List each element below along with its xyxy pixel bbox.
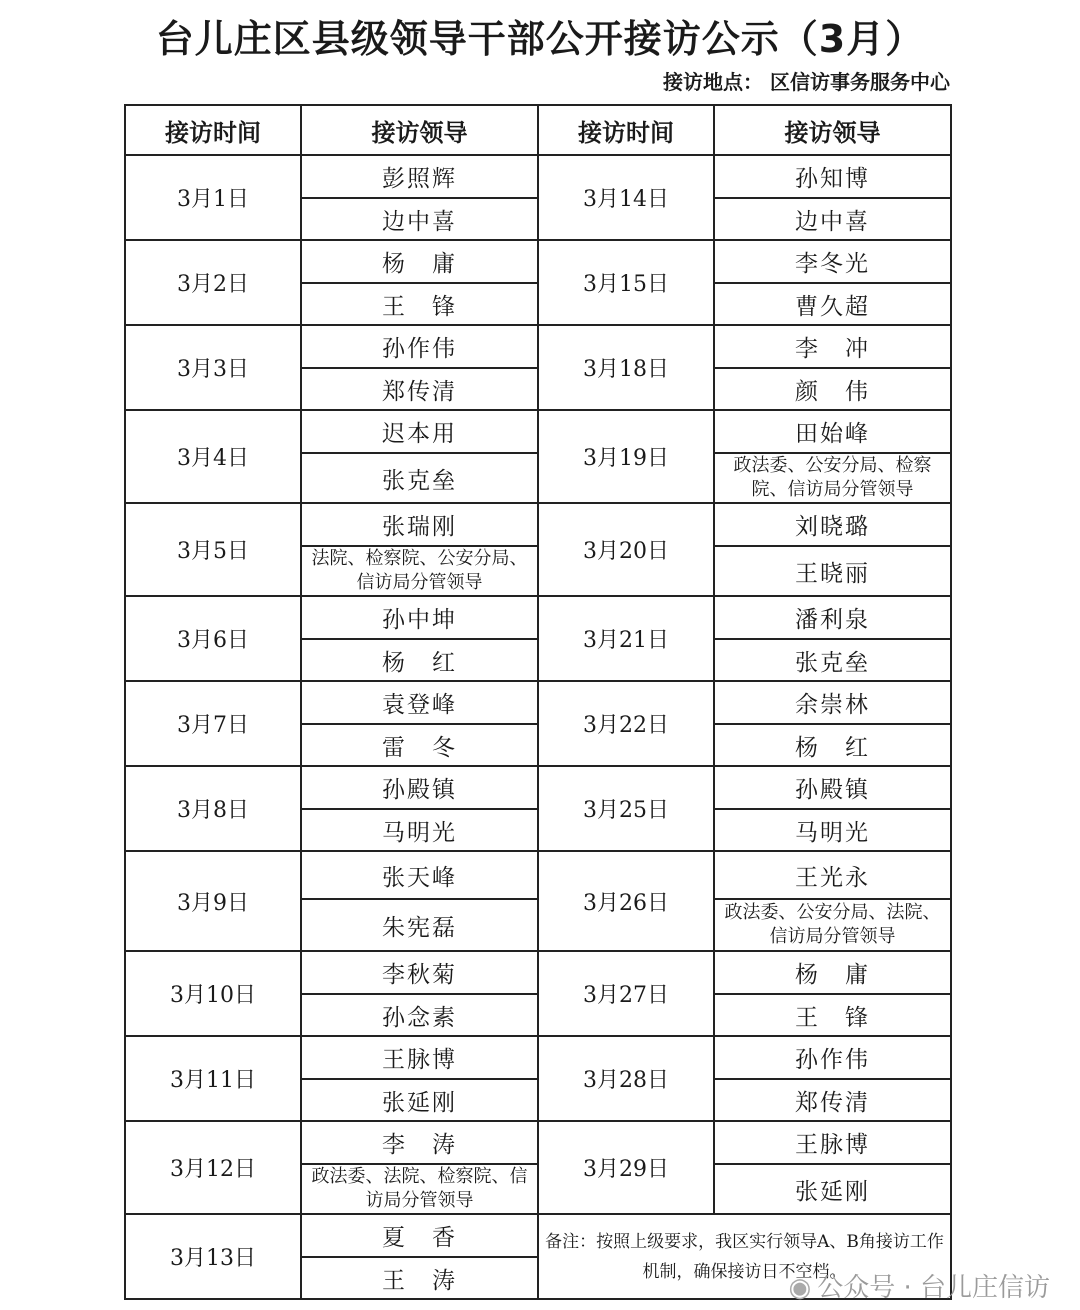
watermark bbox=[789, 1267, 1050, 1304]
right-date-cell: 3月25日 bbox=[538, 766, 714, 851]
left-leader-cell: 杨 红 bbox=[301, 639, 538, 681]
right-date-cell: 3月18日 bbox=[538, 325, 714, 410]
right-leader-cell: 孙作伟 bbox=[714, 1036, 951, 1079]
table-row bbox=[125, 1214, 951, 1257]
header-date-right: 接访时间 bbox=[538, 105, 714, 155]
left-leader-cell: 马明光 bbox=[301, 809, 538, 851]
right-leader-cell: 孙殿镇 bbox=[714, 766, 951, 809]
table-row bbox=[125, 1121, 951, 1164]
right-leader-cell: 田始峰 bbox=[714, 410, 951, 453]
left-leader-cell: 王 涛 bbox=[301, 1257, 538, 1299]
left-leader-cell: 彭照辉 bbox=[301, 155, 538, 198]
right-leader-cell: 颜 伟 bbox=[714, 368, 951, 410]
left-leader-cell: 张克垒 bbox=[301, 453, 538, 503]
table-row bbox=[125, 410, 951, 453]
right-leader-cell: 边中喜 bbox=[714, 198, 951, 240]
right-leader-cell: 马明光 bbox=[714, 809, 951, 851]
right-leader-cell: 王 锋 bbox=[714, 994, 951, 1036]
left-date-cell: 3月5日 bbox=[125, 503, 301, 596]
right-date-cell: 3月14日 bbox=[538, 155, 714, 240]
left-leader-cell: 迟本用 bbox=[301, 410, 538, 453]
right-leader-cell: 杨 红 bbox=[714, 724, 951, 766]
table-row bbox=[125, 240, 951, 283]
left-date-cell: 3月8日 bbox=[125, 766, 301, 851]
left-leader-cell: 边中喜 bbox=[301, 198, 538, 240]
right-leader-cell: 李 冲 bbox=[714, 325, 951, 368]
table-row bbox=[125, 766, 951, 809]
left-date-cell: 3月13日 bbox=[125, 1214, 301, 1299]
right-leader-cell: 王脉博 bbox=[714, 1121, 951, 1164]
left-leader-cell: 孙念素 bbox=[301, 994, 538, 1036]
right-leader-cell: 余崇林 bbox=[714, 681, 951, 724]
left-leader-cell: 王 锋 bbox=[301, 283, 538, 325]
right-leader-cell: 王光永 bbox=[714, 851, 951, 899]
table-row bbox=[125, 503, 951, 546]
left-date-cell: 3月6日 bbox=[125, 596, 301, 681]
left-leader-cell: 郑传清 bbox=[301, 368, 538, 410]
right-leader-cell: 张克垒 bbox=[714, 639, 951, 681]
left-leader-cell: 孙中坤 bbox=[301, 596, 538, 639]
left-leader-cell: 张天峰 bbox=[301, 851, 538, 899]
left-date-cell: 3月1日 bbox=[125, 155, 301, 240]
left-leader-cell: 朱宪磊 bbox=[301, 899, 538, 951]
table-row bbox=[125, 325, 951, 368]
right-date-cell: 3月20日 bbox=[538, 503, 714, 596]
left-leader-cell: 孙作伟 bbox=[301, 325, 538, 368]
right-date-cell: 3月29日 bbox=[538, 1121, 714, 1214]
right-leader-cell: 李冬光 bbox=[714, 240, 951, 283]
left-leader-cell: 夏 香 bbox=[301, 1214, 538, 1257]
left-date-cell: 3月10日 bbox=[125, 951, 301, 1036]
right-date-cell: 3月26日 bbox=[538, 851, 714, 951]
left-leader-cell: 王脉博 bbox=[301, 1036, 538, 1079]
left-leader-cell: 法院、检察院、公安分局、信访局分管领导 bbox=[301, 546, 538, 596]
note-cell: 备注：按照上级要求，我区实行领导A、B角接访工作机制，确保接访日不空档。 bbox=[538, 1214, 951, 1299]
right-leader-cell: 政法委、公安分局、法院、信访局分管领导 bbox=[714, 899, 951, 951]
table-row bbox=[125, 155, 951, 198]
right-date-cell: 3月22日 bbox=[538, 681, 714, 766]
reception-location: 接访地点： 区信访事务服务中心 bbox=[663, 70, 950, 94]
left-leader-cell: 李秋菊 bbox=[301, 951, 538, 994]
table-row bbox=[125, 1036, 951, 1079]
table-row bbox=[125, 596, 951, 639]
left-date-cell: 3月2日 bbox=[125, 240, 301, 325]
page-title: 台儿庄区县级领导干部公开接访公示（3月） bbox=[155, 17, 925, 61]
left-leader-cell: 张延刚 bbox=[301, 1079, 538, 1121]
right-date-cell: 3月28日 bbox=[538, 1036, 714, 1121]
right-date-cell: 3月19日 bbox=[538, 410, 714, 503]
right-leader-cell: 潘利泉 bbox=[714, 596, 951, 639]
header-leader-right: 接访领导 bbox=[714, 105, 951, 155]
table-row bbox=[125, 951, 951, 994]
left-date-cell: 3月4日 bbox=[125, 410, 301, 503]
left-leader-cell: 李 涛 bbox=[301, 1121, 538, 1164]
right-leader-cell: 王晓丽 bbox=[714, 546, 951, 596]
header-row bbox=[125, 105, 951, 155]
left-leader-cell: 袁登峰 bbox=[301, 681, 538, 724]
left-date-cell: 3月11日 bbox=[125, 1036, 301, 1121]
left-date-cell: 3月12日 bbox=[125, 1121, 301, 1214]
left-leader-cell: 孙殿镇 bbox=[301, 766, 538, 809]
table-row bbox=[125, 681, 951, 724]
left-date-cell: 3月9日 bbox=[125, 851, 301, 951]
right-leader-cell: 刘晓璐 bbox=[714, 503, 951, 546]
right-leader-cell: 张延刚 bbox=[714, 1164, 951, 1214]
header-date-left: 接访时间 bbox=[125, 105, 301, 155]
right-leader-cell: 曹久超 bbox=[714, 283, 951, 325]
table-row bbox=[125, 851, 951, 899]
schedule-table bbox=[124, 104, 952, 1300]
left-date-cell: 3月7日 bbox=[125, 681, 301, 766]
header-leader-left: 接访领导 bbox=[301, 105, 538, 155]
right-leader-cell: 孙知博 bbox=[714, 155, 951, 198]
left-leader-cell: 杨 庸 bbox=[301, 240, 538, 283]
left-leader-cell: 张瑞刚 bbox=[301, 503, 538, 546]
right-leader-cell: 郑传清 bbox=[714, 1079, 951, 1121]
right-date-cell: 3月15日 bbox=[538, 240, 714, 325]
left-date-cell: 3月3日 bbox=[125, 325, 301, 410]
right-date-cell: 3月21日 bbox=[538, 596, 714, 681]
left-leader-cell: 雷 冬 bbox=[301, 724, 538, 766]
left-leader-cell: 政法委、法院、检察院、信访局分管领导 bbox=[301, 1164, 538, 1214]
watermark-text: 公众号 · 台儿庄信访 bbox=[817, 1273, 1050, 1303]
right-date-cell: 3月27日 bbox=[538, 951, 714, 1036]
right-leader-cell: 杨 庸 bbox=[714, 951, 951, 994]
right-leader-cell: 政法委、公安分局、检察院、信访局分管领导 bbox=[714, 453, 951, 503]
wechat-icon: ◉ bbox=[788, 1273, 812, 1303]
